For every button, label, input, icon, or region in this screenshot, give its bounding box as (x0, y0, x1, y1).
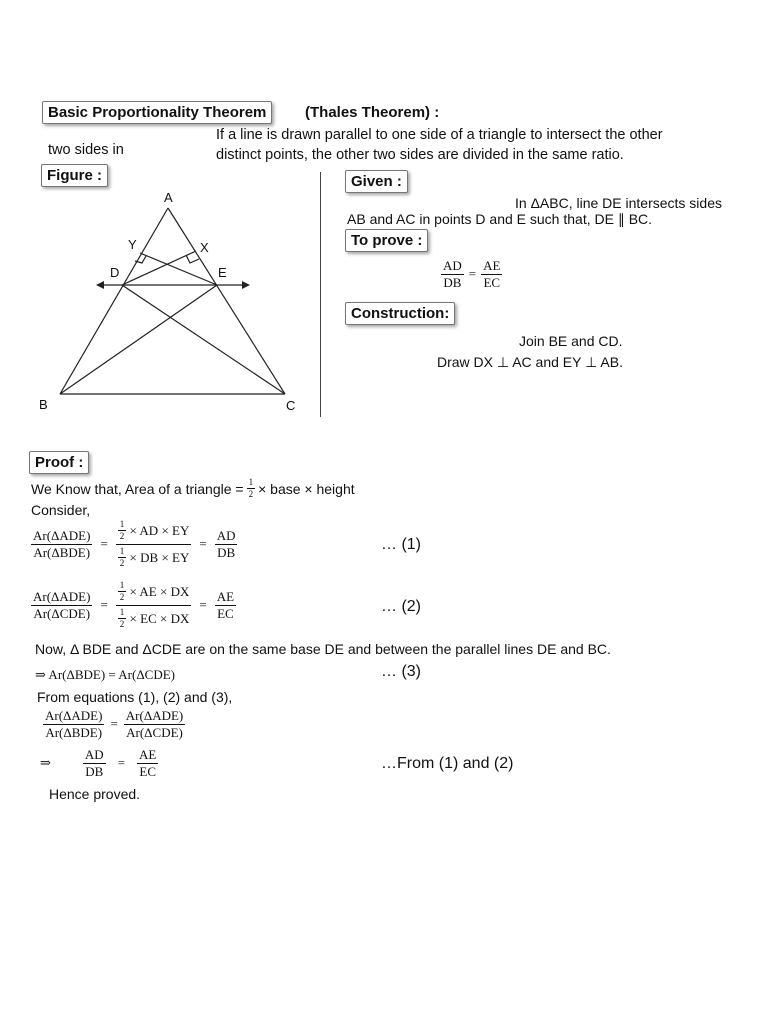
to-prove-lhs-num: AD (443, 258, 462, 273)
construction-label-box (345, 302, 455, 325)
eq1-top-half (118, 520, 127, 542)
eq4-rhs-num: Ar(ΔADE) (125, 708, 184, 723)
theorem-alt-name: (Thales Theorem) : (305, 104, 440, 121)
equation-1 (31, 520, 237, 569)
eq1-top-half-num: 1 (118, 520, 127, 531)
eq1-eq-b: = (199, 536, 207, 552)
eq1-ref: … (1) (381, 536, 421, 553)
proof-label-box (29, 451, 89, 474)
construction-line1: Join BE and CD. (519, 333, 623, 349)
point-label-c: C (286, 398, 296, 413)
eq1-lhs-den: Ar(ΔBDE) (33, 544, 91, 560)
figure-label-box (41, 164, 108, 187)
eq2-bot (116, 606, 192, 630)
eq1-rhs-den: DB (217, 544, 236, 560)
eq2-rhs (215, 590, 236, 620)
eq2-rhs-num: AE (216, 589, 235, 605)
eq1-bot-half-num: 1 (118, 547, 127, 558)
now-line: Now, Δ BDE and ΔCDE are on the same base DE and between the parallel lines DE and BC. (35, 641, 611, 657)
side-ac (168, 208, 285, 394)
vertical-divider (320, 172, 321, 417)
eq1-bot-half (118, 547, 127, 569)
arrow-left-icon (96, 281, 104, 289)
equation-3: ⇒ Ar(ΔBDE) = Ar(ΔCDE) (35, 667, 176, 682)
eq2-eq-a: = (100, 597, 108, 613)
to-prove-equation (441, 259, 502, 289)
eq5-lhs (83, 748, 106, 778)
perpendicular-ey (140, 253, 217, 285)
half-num: 1 (247, 478, 256, 489)
point-label-e: E (218, 265, 227, 280)
given-line2: AB and AC in points D and E such that, DE ∥ BC. (347, 211, 653, 227)
eq2-lhs-den: Ar(ΔCDE) (33, 605, 91, 621)
eq1-bot-text: × DB × EY (129, 549, 190, 565)
area-text-a: We Know that, Area of a triangle = (31, 480, 244, 497)
construction-line2: Draw DX ⊥ AC and EY ⊥ AB. (437, 354, 623, 370)
eq1-top-half-den: 2 (119, 531, 125, 542)
eq5-rhs-num: AE (139, 747, 157, 762)
eq1-lhs (31, 529, 92, 559)
theorem-statement-line2: distinct points, the other two sides are divided in the same ratio. (216, 147, 624, 163)
right-angle-mark-y (135, 256, 146, 263)
eq2-top-half (118, 581, 127, 603)
eq4-eq: = (110, 716, 118, 732)
to-prove-rhs-den: EC (483, 274, 501, 290)
eq5-lhs-num: AD (84, 747, 104, 762)
eq2-ref: … (2) (381, 598, 421, 615)
theorem-statement-line1: If a line is drawn parallel to one side of a triangle to intersect the other (216, 127, 663, 143)
right-angle-mark-x (186, 255, 199, 263)
side-ab (60, 208, 168, 394)
to-prove-eq: = (468, 266, 477, 282)
theorem-name: Basic Proportionality Theorem (48, 104, 267, 121)
segment-cd (122, 285, 285, 394)
eq4-lhs-num: Ar(ΔADE) (45, 708, 103, 723)
eq2-bot-half-num: 1 (118, 608, 127, 619)
eq1-bot (116, 545, 192, 569)
eq1-bot-half-den: 2 (119, 558, 125, 569)
eq4-rhs-den: Ar(ΔCDE) (126, 724, 183, 740)
point-label-x: X (200, 240, 209, 255)
area-formula (31, 478, 355, 500)
to-prove-rhs-num: AE (483, 258, 501, 273)
triangle-figure (30, 186, 360, 426)
theorem-statement-prefix: two sides in (48, 142, 124, 158)
to-prove-rhs (481, 259, 502, 289)
eq5-arrow: ⇒ (40, 755, 51, 771)
eq2-bot-text: × EC × DX (129, 610, 190, 626)
eq2-complex-frac (116, 581, 192, 630)
eq4-lhs-den: Ar(ΔBDE) (45, 724, 103, 740)
point-label-y: Y (128, 237, 137, 252)
equation-2 (31, 581, 236, 630)
figure-label: Figure : (47, 167, 102, 184)
point-label-b: B (39, 397, 48, 412)
consider-text: Consider, (31, 502, 91, 518)
given-line1: In ΔABC, line DE intersects sides (515, 195, 722, 211)
eq2-lhs (31, 590, 92, 620)
eq1-rhs (215, 529, 238, 559)
eq4-lhs (43, 709, 104, 739)
eq4-rhs (124, 709, 185, 739)
eq2-bot-half (118, 608, 127, 630)
theorem-name-box (42, 101, 272, 124)
to-prove-lhs (441, 259, 464, 289)
eq5-eq: = (117, 755, 126, 771)
eq1-lhs-num: Ar(ΔADE) (33, 528, 91, 544)
to-prove-lhs-den: DB (443, 274, 462, 290)
eq2-top (116, 581, 192, 606)
given-label: Given : (351, 173, 402, 190)
from-equations-text: From equations (1), (2) and (3), (37, 689, 233, 705)
half-fraction (247, 478, 256, 500)
eq1-top (116, 520, 192, 545)
eq5-rhs-den: EC (139, 763, 157, 779)
eq2-top-half-num: 1 (118, 581, 127, 592)
eq1-eq-a: = (100, 536, 108, 552)
eq2-top-half-den: 2 (119, 592, 125, 603)
eq2-lhs-num: Ar(ΔADE) (33, 589, 91, 605)
eq1-rhs-num: AD (216, 528, 236, 544)
hence-proved: Hence proved. (49, 786, 141, 802)
point-label-a: A (164, 190, 173, 205)
eq1-top-text: × AD × EY (129, 522, 190, 538)
eq2-eq-b: = (199, 597, 207, 613)
eq5-lhs-den: DB (85, 763, 104, 779)
point-label-d: D (110, 265, 120, 280)
equation-4 (43, 709, 185, 739)
eq5-ref: …From (1) and (2) (381, 755, 514, 772)
eq2-bot-half-den: 2 (119, 619, 125, 630)
construction-label: Construction: (351, 305, 450, 322)
half-den: 2 (248, 489, 254, 500)
to-prove-label: To prove : (351, 232, 423, 249)
area-text-b: × base × height (258, 480, 355, 497)
eq2-top-text: × AE × DX (129, 583, 190, 599)
eq2-rhs-den: EC (217, 605, 234, 621)
eq3-ref: … (3) (381, 663, 421, 680)
segment-be (60, 285, 217, 394)
arrow-right-icon (242, 281, 250, 289)
to-prove-label-box (345, 229, 428, 252)
proof-label: Proof : (35, 454, 84, 471)
eq5-rhs (137, 748, 158, 778)
eq1-complex-frac (116, 520, 192, 569)
given-label-box (345, 170, 408, 193)
equation-5 (40, 748, 158, 778)
